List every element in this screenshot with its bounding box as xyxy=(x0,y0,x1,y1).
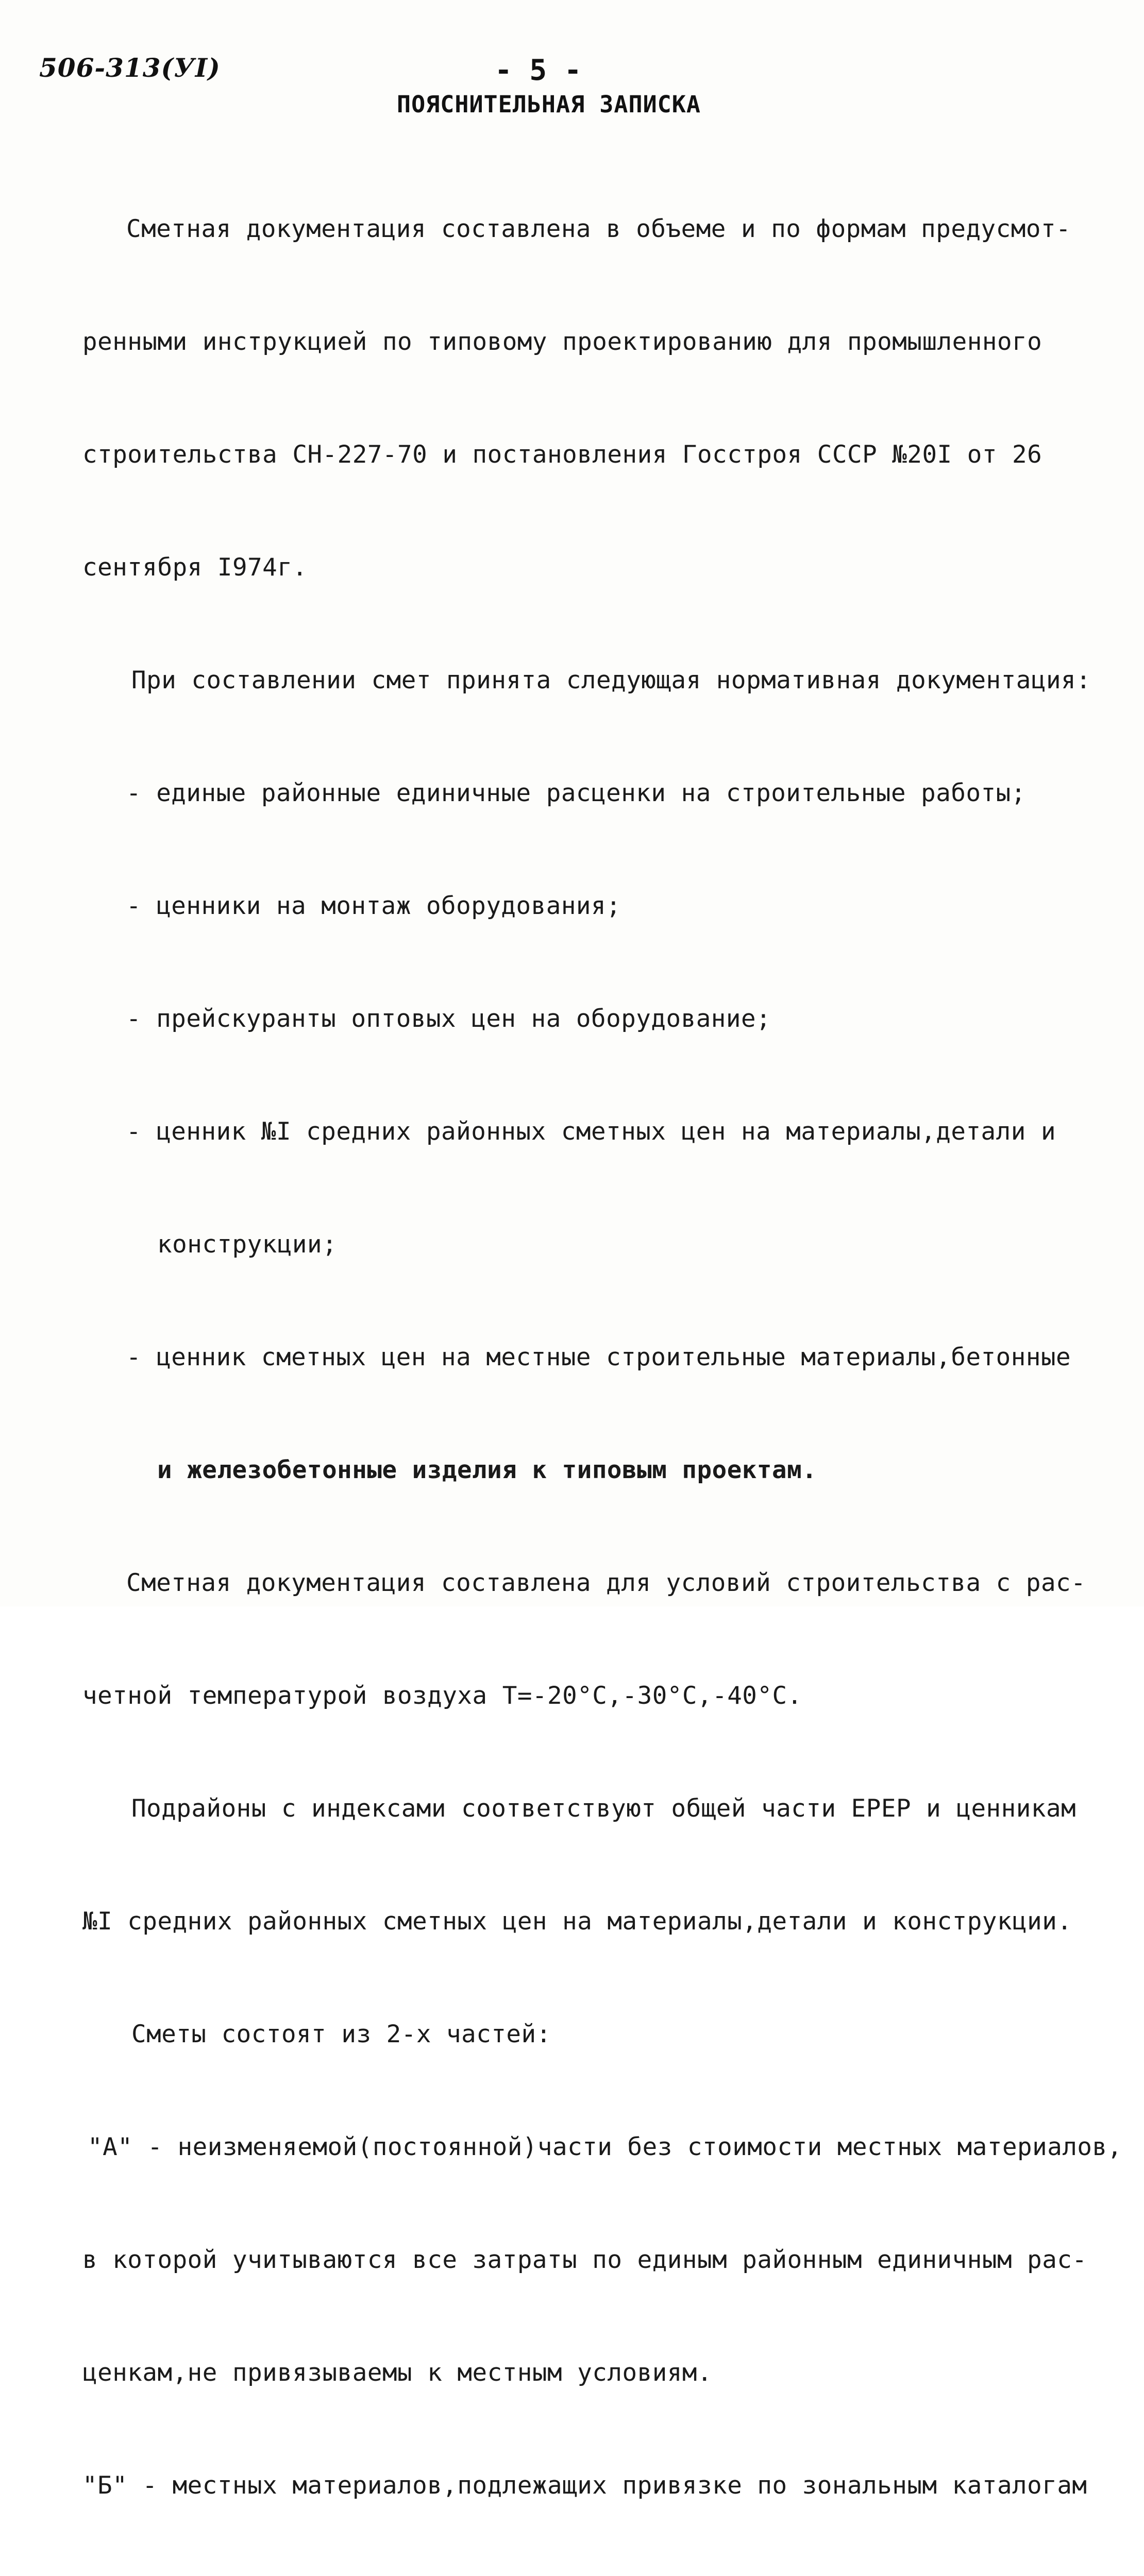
text-line: ценкам,не привязываемы к местным условиям. xyxy=(82,2359,713,2387)
text-line: Подрайоны с индексами соответствуют общей части ЕРЕР и ценникам xyxy=(131,1794,1076,1823)
text-line: четной температурой воздуха Т=-20°С,-30°С,-40°С. xyxy=(82,1682,802,1710)
document-code: 506-313(УI) xyxy=(39,53,221,83)
list-item-continuation: и железобетонные изделия к типовым проектам. xyxy=(157,1456,817,1484)
list-item-continuation: конструкции; xyxy=(157,1230,338,1259)
page-title: ПОЯСНИТЕЛЬНАЯ ЗАПИСКА xyxy=(397,91,701,118)
list-item: - ценник №I средних районных сметных цен на материалы,детали и xyxy=(126,1117,1056,1146)
list-item: - единые районные единичные расценки на строительные работы; xyxy=(126,779,1026,807)
text-line: ренными инструкцией по типовому проектированию для промышленного xyxy=(82,328,1042,356)
page-number: - 5 - xyxy=(495,54,582,87)
text-line: Сметная документация составлена в объеме и по формам предусмот- xyxy=(126,215,1071,243)
list-item: - ценники на монтаж оборудования; xyxy=(126,892,621,920)
text-line: в которой учитываются все затраты по единым районным единичным рас- xyxy=(82,2246,1087,2274)
text-line: При составлении смет принята следующая нормативная документация: xyxy=(131,666,1091,694)
list-item: - ценник сметных цен на местные строительные материалы,бетонные xyxy=(126,1343,1071,1371)
text-line: строительства СН-227-70 и постановления Госстроя СССР №20I от 26 xyxy=(82,440,1042,469)
text-line: Сметная документация составлена для условий строительства с рас- xyxy=(126,1569,1086,1597)
text-line: Сметы состоят из 2-х частей: xyxy=(131,2020,551,2048)
text-line: "А" - неизменяемой(постоянной)части без стоимости местных материалов, xyxy=(88,2133,1122,2161)
text-line: "Б" - местных материалов,подлежащих привязке по зональным каталогам xyxy=(82,2471,1087,2500)
text-line: сентября I974г. xyxy=(82,553,308,582)
list-item: - прейскуранты оптовых цен на оборудование; xyxy=(126,1005,771,1033)
text-line: №I средних районных сметных цен на материалы,детали и конструкции. xyxy=(82,1907,1072,1936)
document-body xyxy=(82,135,1122,2576)
